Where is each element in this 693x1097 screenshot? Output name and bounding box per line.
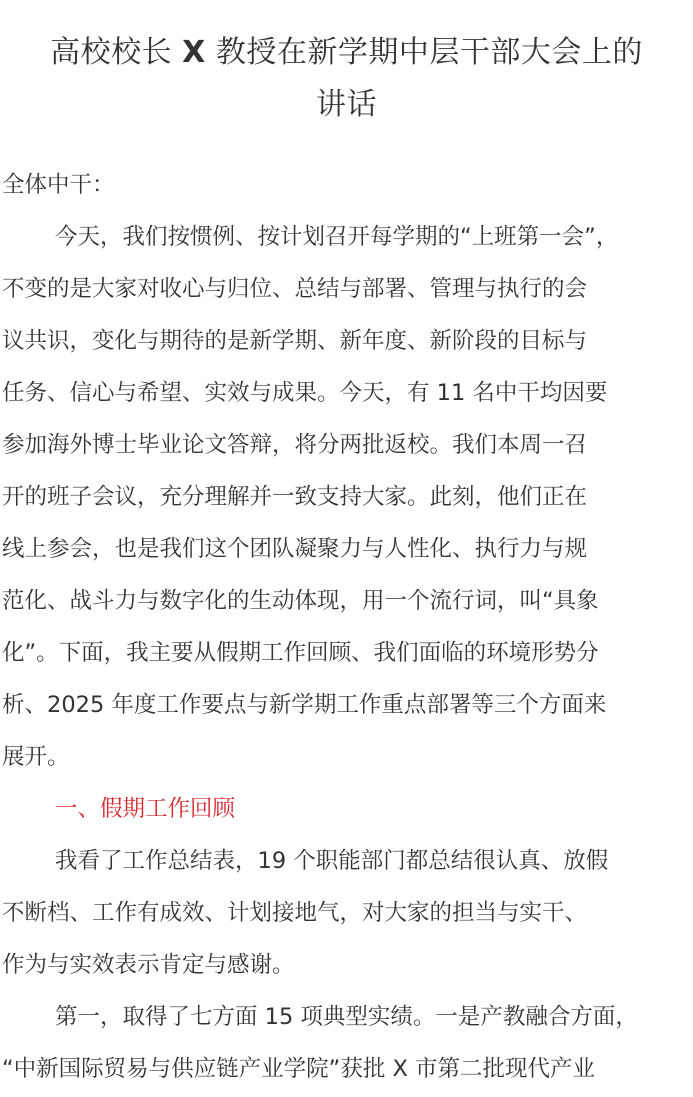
paragraph-line: 议共识，变化与期待的是新学期、新年度、新阶段的目标与 (2, 328, 588, 354)
paragraph-line: 化”。下面，我主要从假期工作回顾、我们面临的环境形势分 (2, 640, 599, 666)
speech-body (0, 159, 693, 1095)
paragraph-line: “中新国际贸易与供应链产业学院”获批 X 市第二批现代产业 (2, 1056, 596, 1082)
salutation: 全体中干： (2, 172, 115, 198)
paragraph-line: 参加海外博士毕业论文答辩，将分两批返校。我们本周一召 (2, 432, 588, 458)
title-suffix: 教授在新学期中层干部大会上的 (205, 35, 643, 70)
paragraph-line: 展开。 (2, 744, 70, 770)
document-title (0, 0, 693, 131)
title-prefix: 高校校长 (50, 35, 183, 70)
paragraph-line: 任务、信心与希望、实效与成果。今天，有 11 名中干均因要 (2, 380, 608, 406)
paragraph-line: 范化、战斗力与数字化的生动体现，用一个流行词，叫“具象 (2, 588, 599, 614)
paragraph-line: 作为与实效表示肯定与感谢。 (2, 952, 295, 978)
paragraph-line: 不变的是大家对收心与归位、总结与部署、管理与执行的会 (2, 276, 588, 302)
paragraph-line: 析、2025 年度工作要点与新学期工作重点部署等三个方面来 (2, 692, 607, 718)
paragraph-line: 开的班子会议，充分理解并一致支持大家。此刻，他们正在 (2, 484, 588, 510)
paragraph-line: 第一，取得了七方面 15 项典型实绩。一是产教融合方面， (55, 1004, 638, 1030)
title-x-name: X (182, 35, 206, 70)
paragraph-line: 今天，我们按惯例、按计划召开每学期的“上班第一会”， (55, 224, 619, 250)
paragraph-line: 不断档、工作有成效、计划接地气，对大家的担当与实干、 (2, 900, 588, 926)
paragraph-line: 我看了工作总结表，19 个职能部门都总结很认真、放假 (55, 848, 609, 874)
paragraph-line: 线上参会，也是我们这个团队凝聚力与人性化、执行力与规 (2, 536, 588, 562)
title-line-1 (50, 35, 643, 70)
section-heading-holiday-review: 一、假期工作回顾 (55, 796, 236, 822)
title-line-2: 讲话 (316, 87, 377, 122)
